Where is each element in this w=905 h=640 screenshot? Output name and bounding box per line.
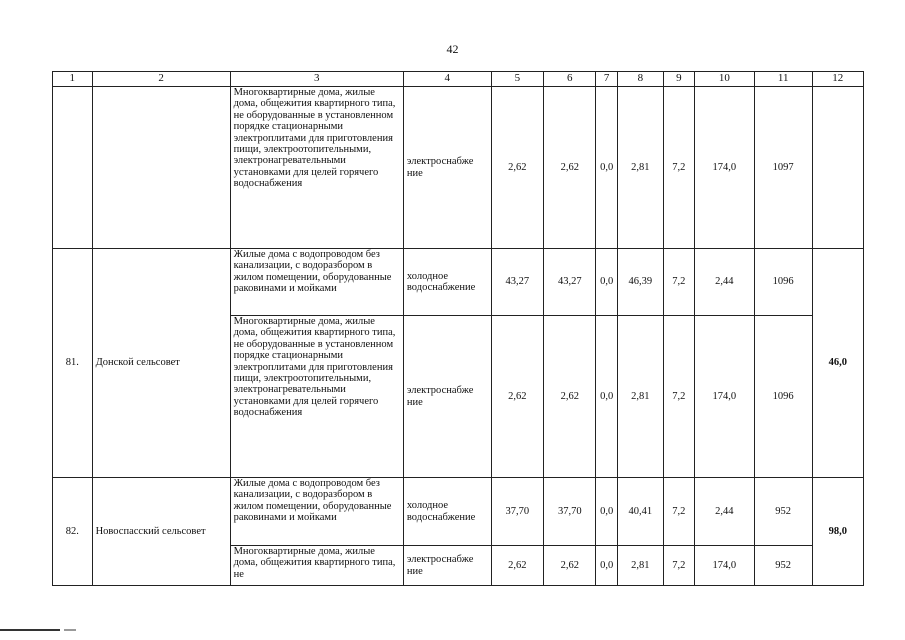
service-type: холодное водоснабжение [403, 249, 491, 316]
service-type: электроснабже ние [403, 316, 491, 478]
cell-10: 174,0 [694, 546, 754, 586]
cell-7: 0,0 [596, 546, 617, 586]
column-header: 4 [403, 72, 491, 87]
cell-9: 7,2 [663, 249, 694, 316]
cell-6: 2,62 [544, 316, 596, 478]
settlement-name-cell [92, 87, 230, 249]
cell-8: 40,41 [617, 478, 663, 546]
cell-5: 2,62 [491, 316, 543, 478]
column-header: 11 [754, 72, 812, 87]
cell-11: 1096 [754, 316, 812, 478]
cell-10: 174,0 [694, 316, 754, 478]
tariff-table [52, 71, 864, 586]
column-header: 12 [812, 72, 863, 87]
housing-description: Многоквартирные дома, жилые дома, общежития квартирного типа, не оборудованные в установленном порядке стационарными электроплитами для приготовления пищи, электроотопительными, электронагревательными установками для целей горячего водоснабжения [230, 316, 403, 478]
column-header: 7 [596, 72, 617, 87]
cell-5: 43,27 [491, 249, 543, 316]
settlement-name-cell: Донской сельсовет [92, 249, 230, 478]
scan-artifact [0, 629, 60, 634]
cell-6: 37,70 [544, 478, 596, 546]
service-type: холодное водоснабжение [403, 478, 491, 546]
cell-11: 952 [754, 546, 812, 586]
page-number: 42 [446, 42, 459, 56]
cell-6: 43,27 [544, 249, 596, 316]
cell-8: 2,81 [617, 87, 663, 249]
cell-8: 2,81 [617, 316, 663, 478]
cell-6: 2,62 [544, 87, 596, 249]
cell-7: 0,0 [596, 316, 617, 478]
cell-5: 2,62 [491, 87, 543, 249]
settlement-name-cell: Новоспасский сельсовет [92, 478, 230, 586]
scan-artifact [64, 629, 76, 634]
service-type: электроснабже ние [403, 546, 491, 586]
cell-10: 2,44 [694, 478, 754, 546]
housing-description: Многоквартирные дома, жилые дома, общежития квартирного типа, не [230, 546, 403, 586]
cell-9: 7,2 [663, 478, 694, 546]
housing-description: Жилые дома с водопроводом без канализации, с водоразбором в жилом помещении, оборудованные раковинами и мойками [230, 478, 403, 546]
cell-7: 0,0 [596, 478, 617, 546]
cell-11: 952 [754, 478, 812, 546]
cell-9: 7,2 [663, 87, 694, 249]
cell-8: 46,39 [617, 249, 663, 316]
table-row [53, 478, 864, 546]
table-row [53, 249, 864, 316]
column-header: 3 [230, 72, 403, 87]
cell-7: 0,0 [596, 87, 617, 249]
cell-11: 1097 [754, 87, 812, 249]
service-type: электроснабже ние [403, 87, 491, 249]
cell-12: 98,0 [812, 478, 863, 586]
cell-9: 7,2 [663, 316, 694, 478]
table-header-row [53, 72, 864, 87]
table-row [53, 87, 864, 249]
column-header: 5 [491, 72, 543, 87]
cell-10: 2,44 [694, 249, 754, 316]
cell-8: 2,81 [617, 546, 663, 586]
cell-11: 1096 [754, 249, 812, 316]
cell-10: 174,0 [694, 87, 754, 249]
cell-12 [812, 87, 863, 249]
column-header: 1 [53, 72, 93, 87]
column-header: 8 [617, 72, 663, 87]
cell-6: 2,62 [544, 546, 596, 586]
cell-5: 2,62 [491, 546, 543, 586]
column-header: 6 [544, 72, 596, 87]
cell-9: 7,2 [663, 546, 694, 586]
column-header: 9 [663, 72, 694, 87]
column-header: 10 [694, 72, 754, 87]
cell-7: 0,0 [596, 249, 617, 316]
row-number-cell [53, 87, 93, 249]
cell-5: 37,70 [491, 478, 543, 546]
column-header: 2 [92, 72, 230, 87]
row-number-cell: 81. [53, 249, 93, 478]
cell-12: 46,0 [812, 249, 863, 478]
housing-description: Жилые дома с водопроводом без канализации, с водоразбором в жилом помещении, оборудованные раковинами и мойками [230, 249, 403, 316]
row-number-cell: 82. [53, 478, 93, 586]
housing-description: Многоквартирные дома, жилые дома, общежития квартирного типа, не оборудованные в установленном порядке стационарными электроплитами для приготовления пищи, электроотопительными, электронагревательными установками для целей горячего водоснабжения [230, 87, 403, 249]
